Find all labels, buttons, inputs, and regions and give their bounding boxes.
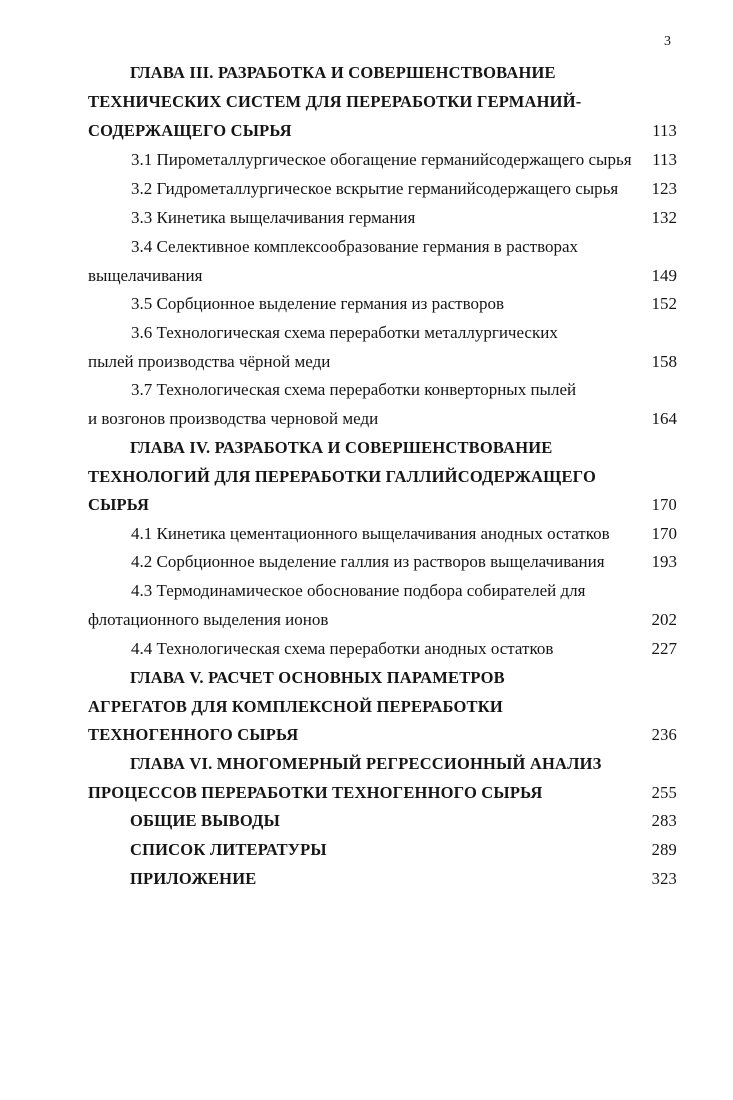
chapter-6-title-line-1: ГЛАВА VI. МНОГОМЕРНЫЙ РЕГРЕССИОННЫЙ АНАЛИЗ [130, 754, 602, 773]
chapter-4-heading-line-3 [0, 492, 677, 518]
toc-entry [0, 406, 677, 432]
toc-entry [0, 263, 677, 289]
toc-entry [0, 521, 677, 547]
chapter-5-page: 236 [651, 725, 677, 744]
chapter-5-title-line-1: ГЛАВА V. РАСЧЕТ ОСНОВНЫХ ПАРАМЕТРОВ [130, 668, 505, 687]
chapter-6-heading-line-2 [0, 780, 677, 806]
section-4-1-title: 4.1 Кинетика цементационного выщелачивания анодных остатков [131, 524, 610, 543]
toc-entry [0, 349, 677, 375]
toc-entry [0, 607, 677, 633]
section-4-3-page: 202 [651, 610, 677, 629]
chapter-6-page: 255 [651, 783, 677, 802]
chapter-4-title-line-2: ТЕХНОЛОГИЙ ДЛЯ ПЕРЕРАБОТКИ ГАЛЛИЙСОДЕРЖАЩЕГО [88, 467, 596, 486]
section-3-1-title: 3.1 Пирометаллургическое обогащение германийсодержащего сырья [131, 150, 632, 169]
appendix-entry [0, 866, 677, 892]
chapter-3-title-line-1: ГЛАВА III. РАЗРАБОТКА И СОВЕРШЕНСТВОВАНИЕ [130, 63, 556, 82]
toc-entry [0, 320, 677, 346]
toc-entry [0, 234, 677, 260]
toc-entry [0, 636, 677, 662]
chapter-4-title-line-1: ГЛАВА IV. РАЗРАБОТКА И СОВЕРШЕНСТВОВАНИЕ [130, 438, 553, 457]
conclusions-title: ОБЩИЕ ВЫВОДЫ [130, 811, 281, 830]
section-3-4-page: 149 [651, 266, 677, 285]
section-3-7-title-cont: и возгонов производства черновой меди [88, 409, 379, 428]
chapter-3-title-line-2: ТЕХНИЧЕСКИХ СИСТЕМ ДЛЯ ПЕРЕРАБОТКИ ГЕРМАНИЙ- [88, 92, 582, 111]
toc-entry [0, 549, 677, 575]
section-3-6-title: 3.6 Технологическая схема переработки металлургических [131, 323, 558, 342]
chapter-5-heading-line-1 [0, 665, 653, 691]
chapter-3-title-line-3: СОДЕРЖАЩЕГО СЫРЬЯ [88, 121, 292, 140]
appendix-page: 323 [651, 869, 677, 888]
conclusions-page: 283 [651, 811, 677, 830]
section-3-2-page: 123 [651, 179, 677, 198]
chapter-4-title-line-3: СЫРЬЯ [88, 495, 150, 514]
chapter-6-title-line-2: ПРОЦЕССОВ ПЕРЕРАБОТКИ ТЕХНОГЕННОГО СЫРЬЯ [88, 783, 543, 802]
references-entry [0, 837, 677, 863]
section-4-4-page: 227 [651, 639, 677, 658]
section-4-3-title-cont: флотационного выделения ионов [88, 610, 329, 629]
section-3-3-title: 3.3 Кинетика выщелачивания германия [131, 208, 416, 227]
chapter-4-heading-line-2 [0, 464, 653, 490]
chapter-3-page: 113 [652, 121, 677, 140]
chapter-5-heading-line-3 [0, 722, 677, 748]
section-3-5-title: 3.5 Сорбционное выделение германия из растворов [131, 294, 505, 313]
chapter-5-title-line-3: ТЕХНОГЕННОГО СЫРЬЯ [88, 725, 299, 744]
section-3-4-title: 3.4 Селективное комплексообразование германия в растворах [131, 237, 579, 256]
chapter-3-heading-line-1 [0, 60, 653, 86]
page-number: 3 [664, 34, 671, 49]
references-title: СПИСОК ЛИТЕРАТУРЫ [130, 840, 327, 859]
chapter-4-page: 170 [651, 495, 677, 514]
toc-entry [0, 205, 677, 231]
section-3-5-page: 152 [651, 294, 677, 313]
toc-entry [0, 147, 677, 173]
references-page: 289 [651, 840, 677, 859]
section-4-2-page: 193 [651, 552, 677, 571]
section-4-2-title: 4.2 Сорбционное выделение галлия из растворов выщелачивания [131, 552, 605, 571]
section-3-1-page: 113 [652, 150, 677, 169]
toc-entry [0, 176, 677, 202]
chapter-3-heading-line-3 [0, 118, 677, 144]
toc-entry [0, 291, 677, 317]
section-3-4-title-cont: выщелачивания [88, 266, 203, 285]
toc-entry [0, 377, 677, 403]
section-3-7-title: 3.7 Технологическая схема переработки конверторных пылей [131, 380, 577, 399]
toc-entry [0, 578, 677, 604]
section-3-6-title-cont: пылей производства чёрной меди [88, 352, 331, 371]
section-3-3-page: 132 [651, 208, 677, 227]
chapter-5-title-line-2: АГРЕГАТОВ ДЛЯ КОМПЛЕКСНОЙ ПЕРЕРАБОТКИ [88, 697, 503, 716]
section-4-1-page: 170 [651, 524, 677, 543]
appendix-title: ПРИЛОЖЕНИЕ [130, 869, 257, 888]
section-4-4-title: 4.4 Технологическая схема переработки анодных остатков [131, 639, 554, 658]
section-3-6-page: 158 [651, 352, 677, 371]
chapter-3-heading-line-2 [0, 89, 653, 115]
conclusions-entry [0, 808, 677, 834]
chapter-5-heading-line-2 [0, 694, 653, 720]
section-3-7-page: 164 [651, 409, 677, 428]
chapter-4-heading-line-1 [0, 435, 653, 461]
section-4-3-title: 4.3 Термодинамическое обоснование подбора собирателей для [131, 581, 586, 600]
chapter-6-heading-line-1 [0, 751, 653, 777]
section-3-2-title: 3.2 Гидрометаллургическое вскрытие германийсодержащего сырья [131, 179, 619, 198]
